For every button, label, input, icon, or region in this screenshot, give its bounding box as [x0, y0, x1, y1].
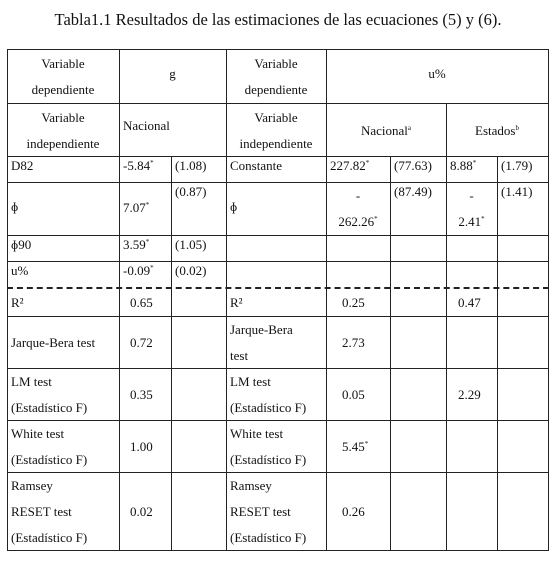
right-est-se-0: (1.79) — [501, 158, 533, 173]
left-stat-value-3: 1.00 — [130, 439, 153, 454]
right-nac-coef-1: 262.26* — [338, 214, 378, 229]
right-var-0: Constante — [230, 158, 282, 173]
right-independent-label: Variable independiente — [239, 109, 313, 151]
left-dependent-value: g — [169, 66, 176, 81]
left-var-3: u% — [11, 263, 29, 278]
right-stat-label-1: Jarque-Bera test — [230, 322, 293, 363]
right-stat-nac-3: 5.45* — [342, 439, 369, 454]
right-est-coef-1: 2.41* — [458, 214, 485, 229]
right-nac-sign-1: - — [355, 188, 361, 203]
right-stat-nac-0: 0.25 — [342, 295, 365, 310]
right-est-se-1: (1.41) — [501, 184, 533, 199]
left-independent-label: Variable independiente — [26, 109, 100, 151]
right-nac-se-1: (87.49) — [394, 184, 432, 199]
column-rule — [497, 156, 498, 550]
column-rule — [119, 49, 120, 550]
left-stat-label-3: White test (Estadístico F) — [11, 426, 88, 467]
left-stat-label-0: R² — [11, 295, 24, 310]
left-stat-value-2: 0.35 — [130, 387, 153, 402]
right-var-1: ɸ — [230, 199, 238, 214]
left-coef-3: -0.09* — [123, 263, 154, 278]
left-var-2: ɸ90 — [11, 237, 32, 252]
left-dependent-label: Variable dependiente — [31, 56, 95, 97]
right-stat-label-4: Ramsey RESET test (Estadístico F) — [230, 478, 307, 545]
right-dependent-label: Variable dependiente — [244, 56, 308, 97]
right-nac-coef-0: 227.82* — [330, 158, 370, 173]
right-dependent-value: u% — [428, 66, 446, 81]
left-se-0: (1.08) — [175, 158, 207, 173]
right-nac-se-0: (77.63) — [394, 158, 432, 173]
right-est-sign-1: - — [469, 188, 474, 203]
left-stat-label-4: Ramsey RESET test (Estadístico F) — [11, 478, 88, 545]
column-rule — [548, 49, 549, 550]
right-stat-label-3: White test (Estadístico F) — [230, 426, 307, 467]
column-rule — [446, 103, 447, 550]
right-stat-nac-4: 0.26 — [342, 504, 365, 519]
right-stat-label-0: R² — [230, 295, 243, 310]
left-coef-0: -5.84* — [123, 158, 154, 173]
left-coef-1: 7.07* — [123, 200, 150, 215]
left-coef-2: 3.59* — [123, 237, 150, 252]
right-est-coef-0: 8.88* — [450, 158, 477, 173]
left-stat-value-0: 0.65 — [130, 295, 153, 310]
table-title: Tabla1.1 Resultados de las estimaciones de las ecuaciones (5) y (6). — [54, 10, 502, 29]
right-stat-nac-2: 0.05 — [342, 387, 365, 402]
left-stat-label-2: LM test (Estadístico F) — [11, 374, 88, 415]
left-var-0: D82 — [11, 158, 34, 173]
left-se-3: (0.02) — [175, 263, 207, 278]
right-col-nacional: Nacional$^a$ — [360, 122, 412, 138]
left-se-1: (0.87) — [175, 184, 207, 199]
left-var-1: ɸ — [11, 199, 19, 214]
left-stat-value-1: 0.72 — [130, 335, 153, 350]
column-rule — [326, 49, 327, 550]
left-stat-label-1: Jarque-Bera test — [11, 335, 96, 350]
column-rule — [226, 49, 227, 550]
dashed-rule — [7, 287, 549, 289]
left-stat-value-4: 0.02 — [130, 504, 153, 519]
left-col-nacional: Nacional — [123, 118, 170, 133]
row-rule — [7, 49, 549, 50]
right-col-estados: Estados$^b$ — [475, 122, 519, 138]
column-rule — [7, 49, 8, 550]
left-se-2: (1.05) — [175, 237, 207, 252]
right-stat-label-2: LM test (Estadístico F) — [230, 374, 307, 415]
right-stat-est-2: 2.29 — [458, 387, 481, 402]
right-stat-nac-1: 2.73 — [342, 335, 365, 350]
right-stat-est-0: 0.47 — [458, 295, 481, 310]
